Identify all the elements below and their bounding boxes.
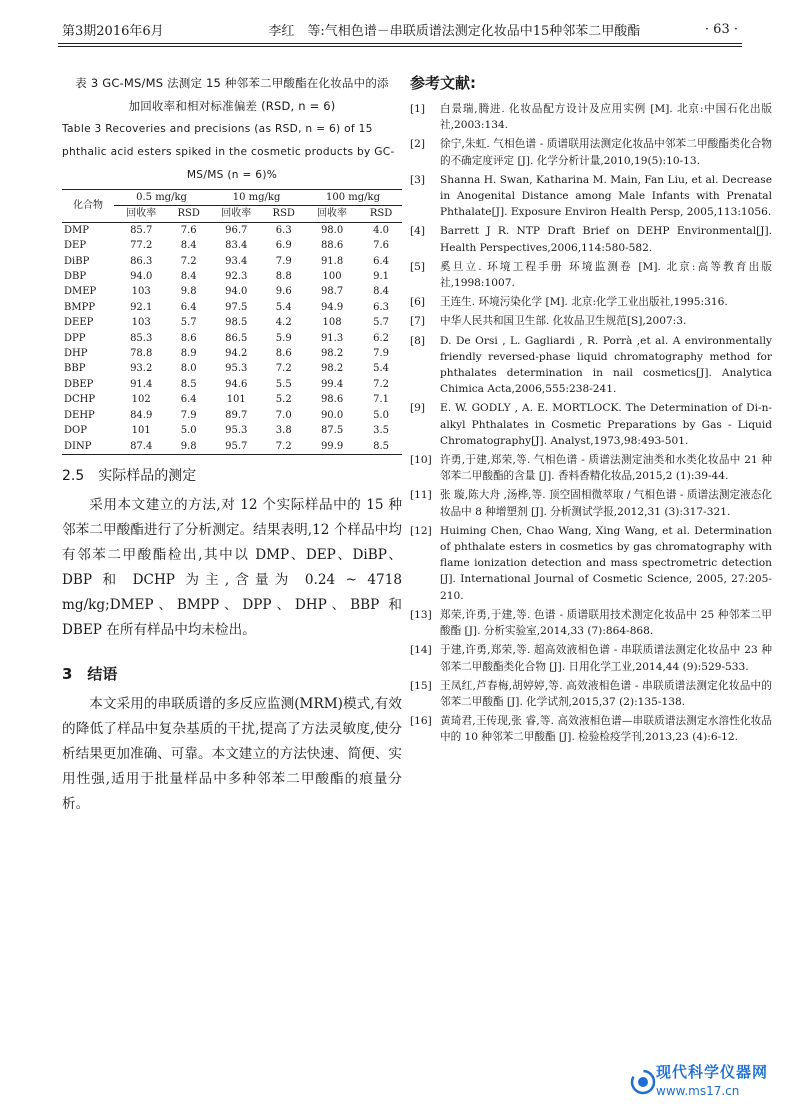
value-cell: 6.3 xyxy=(275,224,292,236)
value-cell: 7.2 xyxy=(263,439,304,455)
caption-en-line: phthalic acid esters spiked in the cosmetic products by GC- xyxy=(62,146,395,158)
value-cell: 8.4 xyxy=(180,271,197,283)
reference-number: [13] xyxy=(410,608,432,621)
table-row xyxy=(62,254,402,269)
value-cell: 6.2 xyxy=(373,332,389,344)
value-cell: 4.0 xyxy=(373,224,389,236)
value-cell: 7.1 xyxy=(373,394,389,406)
value-cell: 8.4 xyxy=(373,286,389,298)
value-cell: 78.8 xyxy=(130,348,153,360)
value-cell: 87.4 xyxy=(114,439,168,455)
value-cell: 86.5 xyxy=(225,332,248,344)
table-row xyxy=(62,238,402,253)
value-cell: 6.4 xyxy=(373,255,389,267)
value-cell: 101 xyxy=(131,425,151,437)
table-row xyxy=(62,423,402,438)
table-row xyxy=(62,346,402,361)
section-3-title: 3 结语 xyxy=(62,664,118,683)
table-row xyxy=(62,222,402,238)
section-2-5-body: 采用本文建立的方法,对 12 个实际样品中的 15 种邻苯二甲酸酯进行了分析测定。结果表明,12 个样品中均有邻苯二甲酸酯检出,其中以 DMP、DEP、DiBP、DBP 和 DCHP 为主,含量为 0.24 ~ 4718 mg/kg;DMEP、BMPP、DPP、DHP、BBP 和 DBEP 在所有样品中均未检出。 xyxy=(62,496,402,638)
value-cell: 8.4 xyxy=(180,240,197,252)
left-column xyxy=(62,72,402,817)
value-cell: 91.8 xyxy=(320,255,344,267)
references-title: 参考文献: xyxy=(410,74,476,92)
reference-number: [3] xyxy=(410,173,426,186)
table-row xyxy=(62,284,402,299)
value-cell: 7.9 xyxy=(275,255,292,267)
reference-text: 许勇,于建,郑荣,等. 气相色谱 - 质谱法测定油类和水类化妆品中 21 种邻苯二甲酸酯的含量 [J]. 香料香精化妆品,2015,2 (1):39-44. xyxy=(440,454,772,483)
running-title: 李红 等:气相色谱－串联质谱法测定化妆品中15种邻苯二甲酸酯 xyxy=(268,23,641,39)
section-2-5-title: 2.5 实际样品的测定 xyxy=(62,467,197,484)
value-cell: 84.9 xyxy=(130,409,153,421)
reference-number: [2] xyxy=(410,138,426,151)
value-cell: 5.2 xyxy=(275,394,292,406)
value-cell: 90.0 xyxy=(320,409,344,421)
value-cell: 8.8 xyxy=(275,271,292,283)
sub-header: RSD xyxy=(263,206,304,222)
value-cell: 7.2 xyxy=(180,255,197,267)
value-cell: 98.0 xyxy=(320,224,344,236)
swirl-icon xyxy=(630,1069,656,1095)
value-cell: 94.0 xyxy=(225,286,248,298)
reference-item xyxy=(410,400,772,449)
sub-header: 回收率 xyxy=(304,206,360,222)
issue-label: 第3期2016年6月 xyxy=(62,23,164,39)
reference-number: [11] xyxy=(410,489,432,502)
value-cell: 89.7 xyxy=(225,409,248,421)
right-column xyxy=(410,72,772,749)
value-cell: 7.6 xyxy=(180,224,197,236)
reference-text: 白景瑞,腾进. 化妆品配方设计及应用实例 [M]. 北京:中国石化出版社,2003:134. xyxy=(440,103,772,132)
caption-en-line: Table 3 Recoveries and precisions (as RSD, n = 6) of 15 xyxy=(62,123,373,135)
value-cell: 5.4 xyxy=(373,363,389,375)
value-cell: 99.4 xyxy=(320,378,344,390)
reference-item xyxy=(410,172,772,221)
caption-zh-line: 加回收率和相对标准偏差 (RSD, n = 6) xyxy=(128,99,336,113)
value-cell: 92.1 xyxy=(130,301,153,313)
reference-item xyxy=(410,294,772,310)
reference-text: 黄琦君,王传现,张 睿,等. 高效液相色谱—串联质谱法测定水溶性化妆品中的 10 种邻苯二甲酸酯 [J]. 检验检疫学刊,2013,23 (4):6-12. xyxy=(440,715,772,744)
value-cell: 95.7 xyxy=(209,439,263,455)
value-cell: 98.6 xyxy=(320,394,344,406)
value-cell: 102 xyxy=(131,394,151,406)
value-cell: 6.3 xyxy=(373,301,389,313)
value-cell: 9.8 xyxy=(168,439,209,455)
value-cell: 94.2 xyxy=(225,348,248,360)
value-cell: 4.2 xyxy=(275,317,292,329)
reference-text: Huiming Chen, Chao Wang, Xing Wang, et al. Determination of phthalate esters in cosmetics by gas chromatography with flame ionization detection and mass spectrometric detection [J]. International Journal of Cosmetic Science, 2005, 27:205-210. xyxy=(440,524,772,602)
compound-cell: DMEP xyxy=(64,286,97,298)
value-cell: 98.5 xyxy=(225,317,248,329)
reference-list xyxy=(410,101,772,746)
reference-item xyxy=(410,642,772,674)
group-header: 10 mg/kg xyxy=(209,190,304,206)
header-rule xyxy=(58,43,742,44)
value-cell: 3.5 xyxy=(373,425,389,437)
value-cell: 6.4 xyxy=(180,301,197,313)
compound-cell: DBP xyxy=(64,271,87,283)
table-row xyxy=(62,315,402,330)
value-cell: 103 xyxy=(131,317,151,329)
reference-number: [8] xyxy=(410,334,426,347)
value-cell: 7.6 xyxy=(373,240,389,252)
value-cell: 101 xyxy=(226,394,246,406)
caption-zh-line: 表 3 GC-MS/MS 法测定 15 种邻苯二甲酸酯在化妆品中的添 xyxy=(75,76,389,90)
sub-header: RSD xyxy=(360,206,402,222)
reference-item xyxy=(410,101,772,133)
reference-number: [12] xyxy=(410,524,432,537)
reference-number: [1] xyxy=(410,103,426,115)
reference-text: E. W. GODLY , A. E. MORTLOCK. The Determination of Di-n-alkyl Phthalates in Cosmetic Preparations by Gas - Liquid Chromatography[J]. Analyst,1973,98:493-501. xyxy=(440,402,772,447)
value-cell: 100 xyxy=(322,271,342,283)
value-cell: 9.8 xyxy=(180,286,197,298)
value-cell: 7.9 xyxy=(180,409,197,421)
reference-item xyxy=(410,333,772,398)
value-cell: 108 xyxy=(322,317,342,329)
value-cell: 86.3 xyxy=(130,255,153,267)
reference-number: [7] xyxy=(410,315,426,328)
value-cell: 9.6 xyxy=(275,286,292,298)
table-row xyxy=(62,331,402,346)
value-cell: 8.6 xyxy=(180,332,197,344)
value-cell: 98.2 xyxy=(320,363,344,375)
reference-text: 中华人民共和国卫生部. 化妆品卫生规范[S],2007:3. xyxy=(440,315,687,328)
value-cell: 91.3 xyxy=(320,332,344,344)
reference-text: Barrett J R. NTP Draft Brief on DEHP Environmental[J]. Health Perspectives,2006,114:580-582. xyxy=(440,225,772,254)
reference-text: 于建,许勇,郑荣,等. 超高效液相色谱 - 串联质谱法测定化妆品中 23 种邻苯二甲酸酯类化合物 [J]. 日用化学工业,2014,44 (9):529-533. xyxy=(440,644,772,673)
reference-number: [15] xyxy=(410,679,432,692)
value-cell: 99.9 xyxy=(304,439,360,455)
value-cell: 94.0 xyxy=(130,271,153,283)
value-cell: 83.4 xyxy=(225,240,248,252)
table-row xyxy=(62,392,402,407)
section-3-body: 本文采用的串联质谱的多反应监测(MRM)模式,有效的降低了样品中复杂基质的干扰,提高了方法灵敏度,使分析结果更加准确、可靠。本文建立的方法快速、简便、实用性强,适用于批量样品中多种邻苯二甲酸酯的痕量分析。 xyxy=(62,695,402,812)
table-row xyxy=(62,377,402,392)
watermark-logo xyxy=(656,1061,786,1105)
reference-number: [9] xyxy=(410,402,426,415)
value-cell: 95.3 xyxy=(225,363,248,375)
compound-cell: DOP xyxy=(64,425,87,437)
value-cell: 92.3 xyxy=(225,271,248,283)
running-header xyxy=(62,18,738,40)
value-cell: 97.5 xyxy=(225,301,248,313)
reference-text: 郑荣,许勇,于建,等. 色谱 - 质谱联用技术测定化妆品中 25 种邻苯二甲酸酯 [J]. 分析实验室,2014,33 (7):864-868. xyxy=(440,608,772,638)
value-cell: 8.0 xyxy=(180,363,197,375)
value-cell: 5.7 xyxy=(373,317,389,329)
value-cell: 77.2 xyxy=(130,240,153,252)
value-cell: 91.4 xyxy=(130,378,153,390)
compound-cell: DBEP xyxy=(64,378,94,390)
table-row xyxy=(62,439,402,455)
reference-number: [6] xyxy=(410,296,426,309)
reference-item xyxy=(410,487,772,519)
reference-number: [14] xyxy=(410,644,432,657)
value-cell: 98.2 xyxy=(320,348,344,360)
value-cell: 5.5 xyxy=(275,378,292,390)
reference-number: [16] xyxy=(410,715,432,728)
compound-cell: DPP xyxy=(64,332,86,344)
reference-item xyxy=(410,607,772,639)
value-cell: 7.9 xyxy=(373,348,389,360)
reference-number: [4] xyxy=(410,225,426,238)
compound-cell: DMP xyxy=(64,224,89,236)
sub-header: RSD xyxy=(168,206,209,222)
watermark-url: www.ms17.cn xyxy=(656,1084,740,1098)
value-cell: 5.0 xyxy=(180,425,197,437)
reference-item xyxy=(410,259,772,291)
reference-number: [10] xyxy=(410,454,432,467)
value-cell: 85.7 xyxy=(130,224,153,236)
value-cell: 7.2 xyxy=(373,378,389,390)
reference-item xyxy=(410,313,772,329)
reference-item xyxy=(410,136,772,168)
reference-text: 王凤红,芦春梅,胡婷婷,等. 高效液相色谱 - 串联质谱法测定化妆品中的邻苯二甲酸酯 [J]. 化学试剂,2015,37 (2):135-138. xyxy=(440,679,772,708)
value-cell: 8.5 xyxy=(180,378,197,390)
value-cell: 7.0 xyxy=(275,409,292,421)
group-header: 100 mg/kg xyxy=(304,190,402,206)
value-cell: 5.4 xyxy=(275,301,292,313)
value-cell: 88.6 xyxy=(320,240,344,252)
reference-item xyxy=(410,713,772,745)
compound-cell: BBP xyxy=(64,363,86,375)
reference-item xyxy=(410,223,772,255)
value-cell: 3.8 xyxy=(275,425,292,437)
reference-text: 王连生. 环境污染化学 [M]. 北京:化学工业出版社,1995:316. xyxy=(440,296,728,309)
reference-item xyxy=(410,452,772,484)
table-row xyxy=(62,269,402,284)
page-number: · 63 · xyxy=(704,21,738,37)
group-header: 0.5 mg/kg xyxy=(114,190,209,206)
caption-en-line: MS/MS (n = 6)% xyxy=(186,169,278,181)
value-cell: 8.9 xyxy=(180,348,197,360)
value-cell: 93.2 xyxy=(130,363,153,375)
table-caption-zh xyxy=(62,72,402,118)
col-compound: 化合物 xyxy=(62,190,114,223)
value-cell: 5.9 xyxy=(275,332,292,344)
recovery-table xyxy=(62,189,402,455)
reference-text: 张 璇,陈大舟 ,汤桦,等. 顶空固相微萃取 / 气相色谱 - 质谱法测定液态化妆品中 8 种增塑剂 [J]. 分析测试学报,2012,31 (3):317-321. xyxy=(440,489,772,518)
reference-number: [5] xyxy=(410,260,426,273)
compound-cell: DiBP xyxy=(64,255,90,267)
value-cell: 94.6 xyxy=(225,378,248,390)
value-cell: 94.9 xyxy=(320,301,344,313)
value-cell: 93.4 xyxy=(225,255,248,267)
header-rule-thin xyxy=(58,46,742,47)
reference-item xyxy=(410,678,772,710)
value-cell: 8.6 xyxy=(275,348,292,360)
value-cell: 9.1 xyxy=(373,271,389,283)
value-cell: 5.7 xyxy=(180,317,197,329)
value-cell: 8.5 xyxy=(360,439,402,455)
watermark-name: 现代科学仪器网 xyxy=(656,1063,769,1081)
table-row xyxy=(62,361,402,376)
reference-text: D. De Orsi , L. Gagliardi , R. Porrà ,et al. A environmentally friendly reversed-phase liquid chromatography method for phthalates determination in nail cosmetics[J]. Analytica Chimica Acta,2006,555:238-241. xyxy=(440,334,772,396)
value-cell: 98.7 xyxy=(320,286,344,298)
table-row xyxy=(62,408,402,423)
sub-header: 回收率 xyxy=(209,206,263,222)
value-cell: 85.3 xyxy=(130,332,153,344)
value-cell: 6.4 xyxy=(180,394,197,406)
value-cell: 7.2 xyxy=(275,363,292,375)
compound-cell: DHP xyxy=(64,348,88,360)
compound-cell: DEEP xyxy=(64,317,94,329)
reference-text: Shanna H. Swan, Katharina M. Main, Fan Liu, et al. Decrease in Anogenital Distance among Male Infants with Prenatal Phthalate[J]. Exposure Environ Health Persp, 2005,113:1056. xyxy=(440,173,772,219)
compound-cell: BMPP xyxy=(64,301,96,313)
value-cell: 6.9 xyxy=(275,240,292,252)
compound-cell: DINP xyxy=(62,439,114,455)
reference-item xyxy=(410,523,772,604)
sub-header: 回收率 xyxy=(114,206,168,222)
compound-cell: DEP xyxy=(64,240,87,252)
table-caption-en xyxy=(62,118,402,187)
value-cell: 95.3 xyxy=(225,425,248,437)
value-cell: 103 xyxy=(131,286,151,298)
value-cell: 96.7 xyxy=(225,224,248,236)
compound-cell: DEHP xyxy=(64,409,95,421)
compound-cell: DCHP xyxy=(64,394,96,406)
reference-text: 奚旦立. 环境工程手册 环境监测卷 [M]. 北京:高等教育出版社,1998:1007. xyxy=(440,260,772,290)
value-cell: 87.5 xyxy=(320,425,344,437)
table-row xyxy=(62,300,402,315)
reference-text: 徐宁,朱虹. 气相色谱 - 质谱联用法测定化妆品中邻苯二甲酸酯类化合物的不确定度评定 [J]. 化学分析计量,2010,19(5):10-13. xyxy=(440,138,772,167)
value-cell: 5.0 xyxy=(373,409,389,421)
